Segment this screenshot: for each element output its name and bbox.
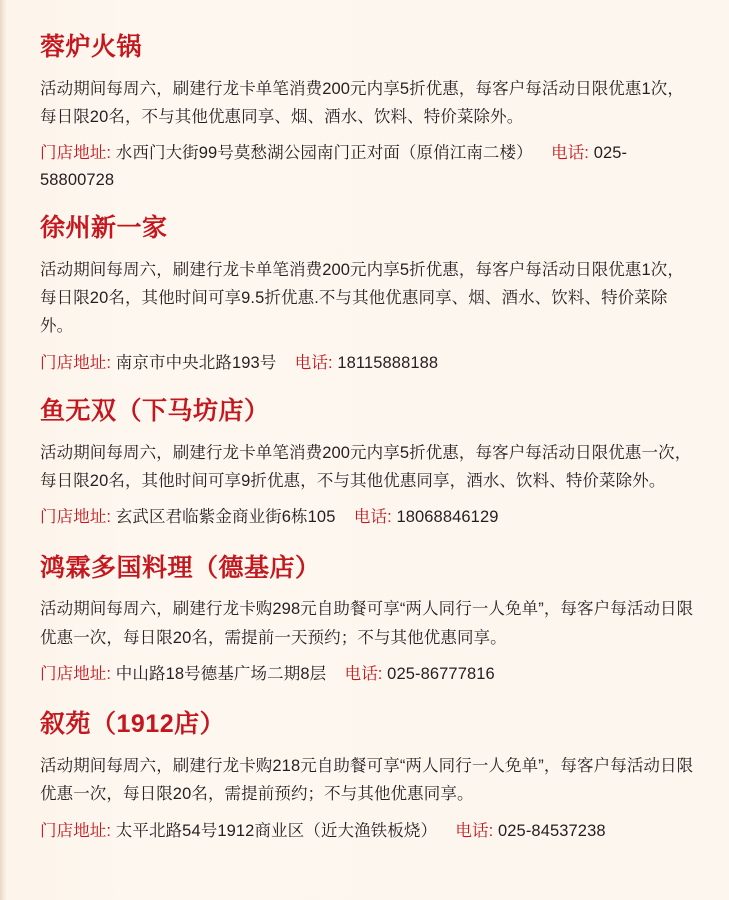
phone-label: 电话:	[455, 821, 494, 840]
store-name: 鱼无双（下马坊店）	[40, 397, 270, 426]
store-name: 叙苑（1912店）	[40, 710, 226, 739]
store-offer-description: 活动期间每周六，刷建行龙卡单笔消费200元内享5折优惠，每客户每活动日限优惠1次，每日限20名，其他时间可享9.5折优惠.不与其他优惠同享、烟、酒水、饮料、特价菜除外。	[40, 260, 684, 336]
phone-label: 电话:	[294, 353, 333, 372]
store-name: 徐州新一家	[40, 214, 168, 243]
store-contact-line	[40, 140, 695, 193]
phone-value: 025-58800728	[40, 144, 628, 189]
store-name: 鸿霖多国料理（德基店）	[40, 553, 321, 582]
store-contact-line	[40, 504, 695, 530]
phone-value: 025-86777816	[387, 664, 495, 683]
store-offer-description: 活动期间每周六，刷建行龙卡购298元自助餐可享“两人同行一人免单”，每客户每活动日限优惠一次，每日限20名，需提前一天预约；不与其他优惠同享。	[40, 600, 694, 647]
phone-label: 电话:	[344, 664, 383, 683]
store-entry	[40, 555, 695, 688]
address-value: 南京市中央北路193号	[115, 353, 277, 372]
store-contact-line	[40, 818, 695, 844]
phone-label: 电话:	[551, 144, 589, 163]
address-value: 玄武区君临紫金商业街6栋105	[115, 508, 336, 527]
store-contact-line	[40, 350, 695, 376]
phone-label: 电话:	[353, 508, 392, 527]
address-label: 门店地址:	[40, 508, 112, 527]
store-offer-description: 活动期间每周六，刷建行龙卡购218元自助餐可享“两人同行一人免单”，每客户每活动日限优惠一次，每日限20名，需提前预约；不与其他优惠同享。	[40, 756, 694, 804]
store-offer-description: 活动期间每周六，刷建行龙卡单笔消费200元内享5折优惠，每客户每活动日限优惠1次，每日限20名，不与其他优惠同享、烟、酒水、饮料、特价菜除外。	[40, 79, 684, 126]
address-label: 门店地址:	[40, 821, 112, 840]
store-entry	[40, 34, 695, 193]
store-contact-line	[40, 661, 695, 687]
store-offer-description: 活动期间每周六，刷建行龙卡单笔消费200元内享5折优惠，每客户每活动日限优惠一次，每日限20名，其他时间可享9折优惠，不与其他优惠同享，酒水、饮料、特价菜除外。	[40, 443, 692, 490]
phone-value: 025-84537238	[498, 821, 606, 840]
address-value: 中山路18号德基广场二期8层	[115, 664, 327, 683]
store-name: 蓉炉火锅	[40, 33, 143, 61]
page-left-edge-shadow	[0, 0, 7, 900]
phone-value: 18115888188	[337, 353, 439, 372]
store-entry	[40, 711, 695, 844]
store-entry	[40, 215, 695, 376]
address-value: 太平北路54号1912商业区（近大渔铁板烧）	[115, 821, 438, 840]
store-entry	[40, 398, 695, 531]
phone-value: 18068846129	[396, 508, 499, 527]
address-label: 门店地址:	[40, 144, 112, 163]
address-label: 门店地址:	[40, 353, 112, 372]
address-value: 水西门大街99号莫愁湖公园南门正对面（原俏江南二楼）	[115, 144, 533, 163]
address-label: 门店地址:	[40, 664, 112, 683]
